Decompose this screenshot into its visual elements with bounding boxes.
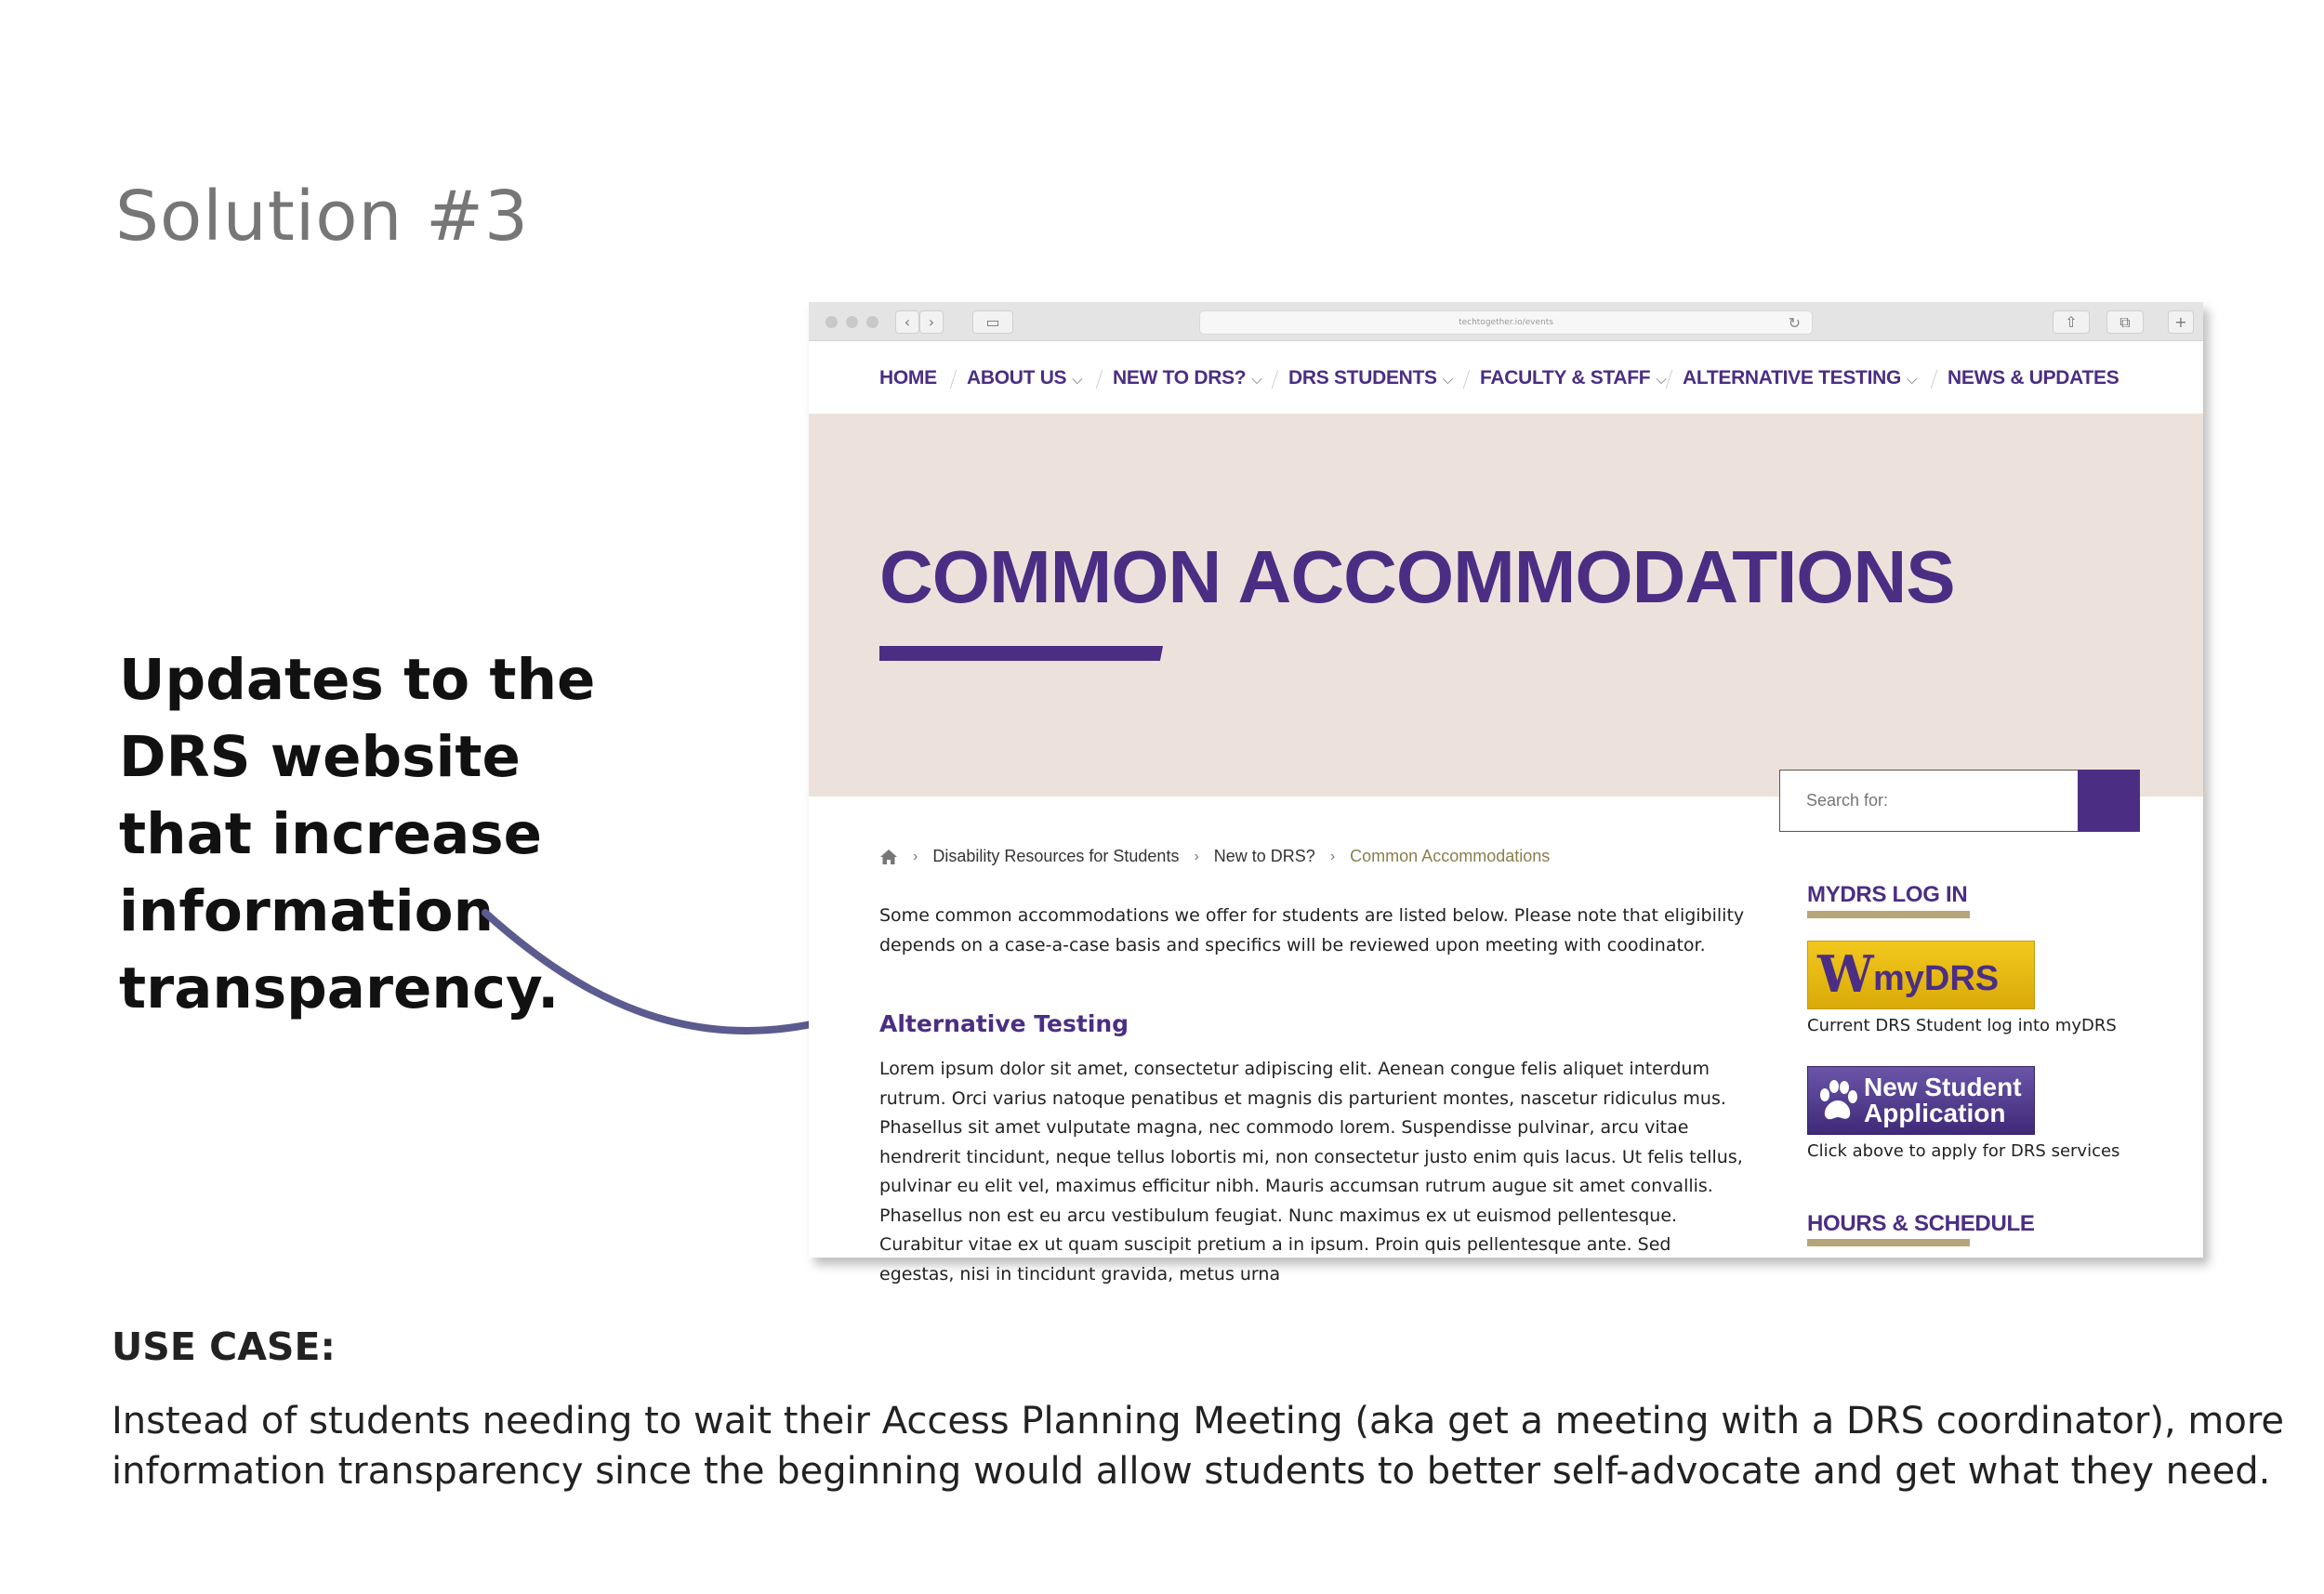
application-caption: Click above to apply for DRS services (1807, 1141, 2120, 1161)
nav-alternative-testing-label: ALTERNATIVE TESTING (1683, 367, 1902, 389)
tabs-overview-icon[interactable]: ⧉ (2106, 310, 2144, 334)
nav-separator (1666, 370, 1672, 389)
connector-curve (465, 892, 855, 1060)
nav-drs-students-label: DRS STUDENTS (1288, 367, 1437, 389)
hero-banner (809, 414, 2203, 797)
reload-icon[interactable]: ↻ (1788, 314, 1801, 332)
application-line-1: New Student (1864, 1073, 2022, 1101)
window-close-dot[interactable] (825, 316, 838, 328)
new-student-application-button[interactable] (1807, 1066, 2035, 1135)
nav-separator (1272, 370, 1278, 389)
browser-toolbar (809, 302, 2203, 341)
back-icon[interactable]: ‹ (895, 310, 919, 334)
breadcrumb-separator: › (913, 848, 918, 864)
breadcrumb-separator: › (1194, 848, 1199, 864)
paw-icon (1816, 1078, 1860, 1125)
slide-title: Solution #3 (115, 177, 530, 257)
browser-window (809, 302, 2203, 1284)
title-underline (879, 646, 1163, 661)
share-icon[interactable]: ⇧ (2053, 310, 2090, 334)
nav-new-to-drs-label: NEW TO DRS? (1113, 367, 1247, 389)
nav-separator (950, 370, 957, 389)
window-zoom-dot[interactable] (866, 316, 878, 328)
nav-separator (1463, 370, 1470, 389)
page-title: COMMON ACCOMMODATIONS (879, 535, 1955, 618)
address-bar[interactable] (1199, 310, 1813, 335)
breadcrumb-current: Common Accommodations (1350, 847, 1551, 865)
nav-alternative-testing[interactable] (1683, 367, 1917, 389)
mydrs-caption: Current DRS Student log into myDRS (1807, 1016, 2117, 1035)
forward-icon[interactable]: › (919, 310, 944, 334)
home-icon[interactable] (879, 849, 898, 865)
sidebar-rule (1807, 911, 1970, 918)
chevron-down-icon: ⌵ (1656, 372, 1667, 388)
nav-faculty-staff[interactable] (1480, 367, 1666, 389)
use-case-label: USE CASE: (112, 1324, 336, 1369)
sidebar-toggle-icon[interactable]: ▭ (972, 310, 1013, 334)
nav-home-label: HOME (879, 367, 937, 389)
search-input[interactable] (1780, 771, 2071, 831)
sidebar-heading-hours: HOURS & SCHEDULE (1807, 1211, 2035, 1236)
chevron-down-icon: ⌵ (1251, 372, 1262, 388)
window-minimize-dot[interactable] (846, 316, 858, 328)
nav-about-us[interactable] (967, 367, 1082, 389)
nav-drs-students[interactable] (1288, 367, 1453, 389)
section-heading-alternative-testing: Alternative Testing (879, 1010, 1129, 1037)
use-case-body: Instead of students needing to wait their Access Planning Meeting (aka get a meeting with a DRS coordinator), more information transparency since the beginning would allow students to better self-advocate and get what they need. (112, 1400, 2285, 1493)
uw-w-logo: W (1817, 944, 1874, 1004)
nav-new-to-drs[interactable] (1113, 367, 1261, 389)
main-nav (809, 341, 2203, 414)
breadcrumb (879, 847, 1550, 866)
nav-news-updates[interactable] (1948, 367, 2119, 389)
new-tab-icon[interactable]: + (2168, 310, 2194, 334)
section-body: Lorem ipsum dolor sit amet, consectetur adipiscing elit. Aenean congue felis aliquet interdum rutrum. Orci varius natoque penatibus et magnis dis parturient montes, nascetur ridiculus mus. Phasellus sit amet vulputate magna, nec commodo lorem. Suspendisse pulvinar, arcu vitae hendrerit tincidunt, neque tellus lobortis mi, non consectetur justo enim quis lacus. Ut felis tellus, pulvinar eu elit vel, maximus efficitur nibh. Mauris accumsan rutrum augue sit amet convallis. Phasellus non est eu arcu vestibulum feugiat. Nunc maximus ex ut euismod pellentesque. Curabitur vitae ex ut quam suscipit pretium a in ipsum. Proin quis pellentesque ante. Sed egestas, nisi in tincidunt gravida, metus urna (879, 1059, 1743, 1284)
mydrs-login-button[interactable] (1807, 941, 2035, 1009)
nav-separator (1096, 370, 1103, 389)
nav-about-us-label: ABOUT US (967, 367, 1067, 389)
callout-text: Updates to the DRS website that increase information transparency. (119, 647, 596, 1021)
intro-paragraph: Some common accommodations we offer for students are listed below. Please note that eligibility depends on a case-a-case basis and specifics will be reviewed upon meeting with coodinator. (879, 905, 1745, 955)
url-text: techtogether.io/events (1459, 318, 1553, 327)
breadcrumb-link-drs[interactable]: Disability Resources for Students (932, 847, 1180, 865)
breadcrumb-link-new-to-drs[interactable]: New to DRS? (1213, 847, 1315, 865)
breadcrumb-separator: › (1329, 848, 1336, 864)
chevron-down-icon: ⌵ (1072, 372, 1083, 388)
nav-news-updates-label: NEWS & UPDATES (1948, 367, 2119, 389)
nav-separator (1931, 370, 1937, 389)
nav-home[interactable] (879, 367, 937, 389)
sidebar-heading-login: MYDRS LOG IN (1807, 882, 1968, 907)
search-box (1779, 770, 2140, 832)
application-button-label (1864, 1074, 2022, 1126)
nav-faculty-staff-label: FACULTY & STAFF (1480, 367, 1651, 389)
mydrs-button-label: myDRS (1873, 959, 2000, 998)
application-line-2: Application (1864, 1099, 2006, 1127)
chevron-down-icon: ⌵ (1442, 372, 1453, 388)
search-button[interactable] (2078, 770, 2140, 832)
chevron-down-icon: ⌵ (1907, 372, 1918, 388)
sidebar-rule (1807, 1239, 1970, 1246)
